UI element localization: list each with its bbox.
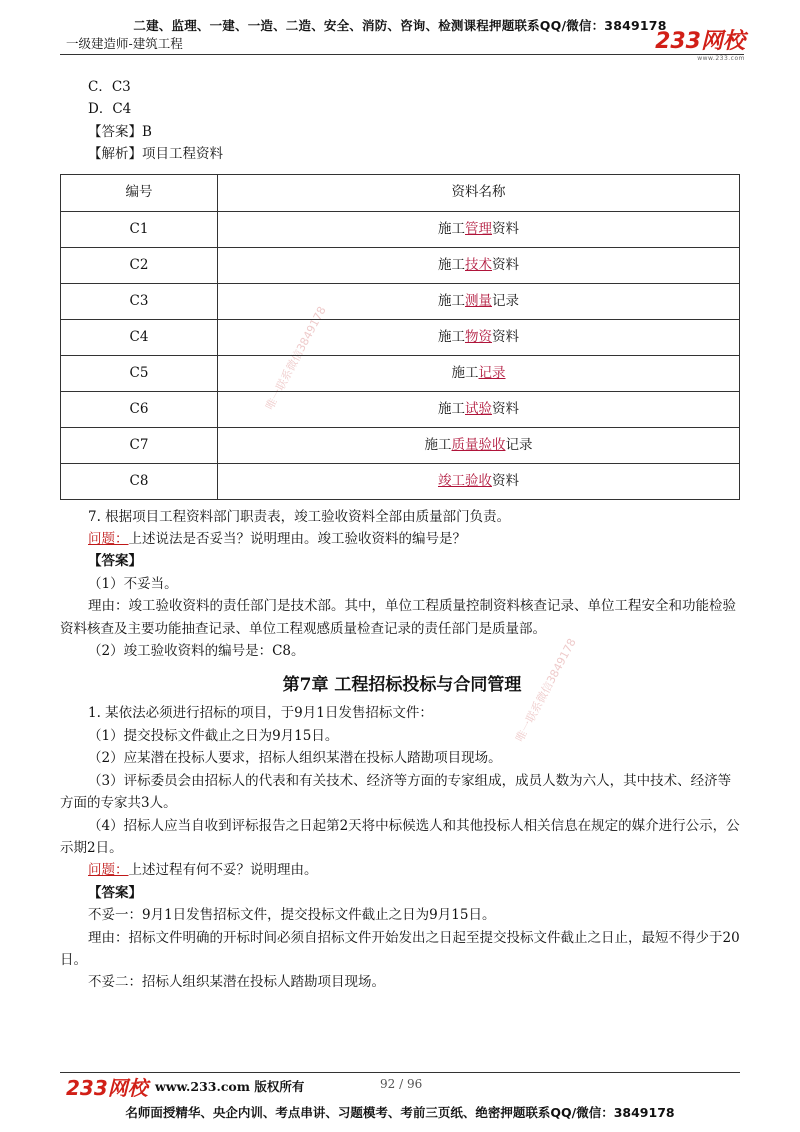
table-row bbox=[61, 391, 740, 427]
question-text: 上述过程有何不妥？说明理由。 bbox=[128, 862, 318, 879]
row-code: C8 bbox=[61, 463, 218, 499]
table-row bbox=[61, 211, 740, 247]
row-doc-name: 施工管理资料 bbox=[218, 211, 740, 247]
row-doc-name: 施工技术资料 bbox=[218, 247, 740, 283]
header-contact-line: 二建、监理、一建、一造、二造、安全、消防、咨询、检测课程押题联系QQ/微信：3849178 bbox=[133, 18, 667, 33]
question-label: 问题： bbox=[88, 862, 129, 879]
column-header-name: 资料名称 bbox=[218, 174, 740, 211]
option-d: D．C4 bbox=[88, 101, 132, 118]
project-document-table bbox=[60, 174, 740, 500]
question-7-prompt bbox=[60, 528, 744, 550]
question-1-item: （3）评标委员会由招标人的代表和有关技术、经济等方面的专家组成，成员人数为六人，其中技术、经济等方面的专家共3人。 bbox=[60, 772, 732, 812]
doc-keyword: 竣工验收 bbox=[438, 472, 492, 489]
question-1-stem: 1. 某依法必须进行招标的项目，于9月1日发售招标文件： bbox=[88, 705, 433, 722]
answer-reason: 理由：招标文件明确的开标时间必须自招标文件开始发出之日起至提交投标文件截止之日止，最短不得少于20日。 bbox=[60, 929, 740, 968]
table-row bbox=[61, 319, 740, 355]
answer-label: 【答案】 bbox=[88, 884, 142, 901]
doc-keyword: 测量 bbox=[465, 292, 492, 309]
table-row bbox=[61, 355, 740, 391]
footer-contact-line: 名师面授精华、央企内训、考点串讲、习题模考、考前三页纸、绝密押题联系QQ/微信：3849178 bbox=[125, 1105, 675, 1120]
answer-reason: 理由：竣工验收资料的责任部门是技术部。其中，单位工程质量控制资料核查记录、单位工程安全和功能检验资料核查及主要功能抽查记录、单位工程观感质量检查记录的责任部门是质量部。 bbox=[60, 598, 736, 637]
row-doc-name: 施工记录 bbox=[218, 355, 740, 391]
question-7-stem: 7. 根据项目工程资料部门职责表，竣工验收资料全部由质量部门负责。 bbox=[88, 508, 511, 525]
question-1-item: （4）招标人应当自收到评标报告之日起第2天将中标候选人和其他投标人相关信息在规定的媒介进行公示，公示期2日。 bbox=[60, 817, 740, 856]
doc-keyword: 技术 bbox=[465, 256, 492, 273]
header-divider bbox=[60, 54, 744, 55]
chapter-title: 第7章 工程招标投标与合同管理 bbox=[282, 675, 522, 696]
row-doc-name: 施工测量记录 bbox=[218, 283, 740, 319]
table-row bbox=[61, 463, 740, 499]
row-code: C1 bbox=[61, 211, 218, 247]
row-doc-name: 竣工验收资料 bbox=[218, 463, 740, 499]
table-header-row bbox=[61, 174, 740, 211]
row-code: C4 bbox=[61, 319, 218, 355]
watermark: 唯一联系微信3849178 bbox=[513, 636, 579, 745]
brand-logo bbox=[655, 24, 745, 62]
answer-item: 不妥一：9月1日发售招标文件，提交投标文件截止之日为9月15日。 bbox=[88, 907, 496, 924]
question-1-item: （1）提交投标文件截止之日为9月15日。 bbox=[88, 727, 339, 744]
question-label: 问题： bbox=[88, 531, 129, 548]
doc-keyword: 记录 bbox=[478, 364, 506, 381]
doc-keyword: 试验 bbox=[465, 400, 492, 417]
watermark: 唯一联系微信3849178 bbox=[263, 304, 329, 413]
brand-logo-url: www.233.com bbox=[697, 55, 745, 62]
row-code: C3 bbox=[61, 283, 218, 319]
row-code: C7 bbox=[61, 427, 218, 463]
table-row bbox=[61, 247, 740, 283]
column-header-code: 编号 bbox=[61, 174, 218, 211]
row-code: C6 bbox=[61, 391, 218, 427]
analysis-line: 【解析】项目工程资料 bbox=[88, 146, 223, 163]
question-1-item: （2）应某潜在投标人要求，招标人组织某潜在投标人踏勘项目现场。 bbox=[88, 750, 502, 767]
option-c: C．C3 bbox=[88, 79, 131, 95]
document-body bbox=[60, 76, 744, 994]
row-doc-name: 施工试验资料 bbox=[218, 391, 740, 427]
brand-logo-text: 233网校 bbox=[655, 29, 745, 54]
footer-copyright: www.233.com 版权所有 bbox=[155, 1079, 305, 1094]
row-code: C5 bbox=[61, 355, 218, 391]
table-row bbox=[61, 283, 740, 319]
answer-line: 【答案】B bbox=[88, 123, 152, 140]
table-row bbox=[61, 427, 740, 463]
question-text: 上述说法是否妥当？说明理由。竣工验收资料的编号是？ bbox=[128, 531, 466, 548]
answer-item: 不妥二：招标人组织某潜在投标人踏勘项目现场。 bbox=[88, 974, 385, 991]
row-doc-name: 施工物资资料 bbox=[218, 319, 740, 355]
row-doc-name: 施工质量验收记录 bbox=[218, 427, 740, 463]
doc-keyword: 质量验收 bbox=[451, 436, 506, 453]
footer-logo: 233网校 bbox=[66, 1076, 148, 1100]
answer-item: （2）竣工验收资料的编号是：C8。 bbox=[88, 643, 305, 660]
question-1-prompt bbox=[60, 859, 744, 881]
page-number: 92 / 96 bbox=[380, 1077, 423, 1091]
answer-item: （1）不妥当。 bbox=[88, 575, 178, 592]
doc-keyword: 管理 bbox=[465, 220, 492, 237]
footer-divider bbox=[60, 1072, 740, 1073]
answer-label: 【答案】 bbox=[88, 553, 142, 570]
row-code: C2 bbox=[61, 247, 218, 283]
doc-keyword: 物资 bbox=[465, 328, 492, 345]
header-subject: 一级建造师-建筑工程 bbox=[66, 36, 183, 51]
